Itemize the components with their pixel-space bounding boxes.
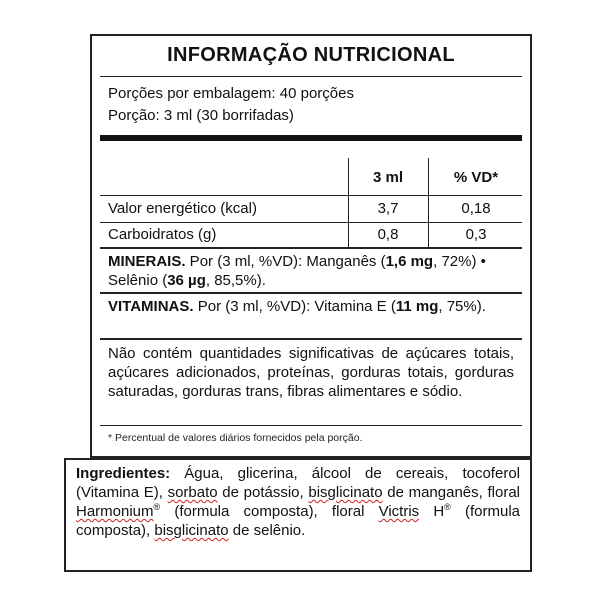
minerals-heading: MINERAIS. <box>108 253 186 270</box>
row-carbs-label: Carboidratos (g) <box>108 226 217 243</box>
row-energy-amount: 3,7 <box>377 200 399 217</box>
ingredients-text: Ingredientes: Água, glicerina, álcool de cereais, tocoferol (Vitamina E), sorbato de potássio, bisglicinato de manganês, floral Harmonium® (formula composta), floral Victris H® (formula composta), bisglicinato de selênio. <box>76 465 520 539</box>
row-energy-label: Valor energético (kcal) <box>108 200 257 217</box>
servings-per-package: Porções por embalagem: 40 porções <box>108 85 354 102</box>
column-header-amount: 3 ml <box>372 169 403 186</box>
row-energy-dv: 0,18 <box>461 200 491 217</box>
serving-size: Porção: 3 ml (30 borrifadas) <box>108 107 294 124</box>
ingredients-heading: Ingredientes: <box>76 465 171 482</box>
footnote: * Percentual de valores diários fornecidos pela porção. <box>108 432 363 444</box>
ingredients-panel <box>64 458 532 572</box>
divider <box>100 247 522 249</box>
row-carbs-amount: 0,8 <box>377 226 399 243</box>
vitamins-paragraph: VITAMINAS. Por (3 ml, %VD): Vitamina E (11 mg, 75%). <box>108 298 486 315</box>
divider <box>100 76 522 77</box>
thick-divider <box>100 135 522 141</box>
not-significant-statement: Não contém quantidades significativas de açúcares totais, açúcares adicionados, proteínas, gorduras totais, gorduras saturadas, gorduras trans, fibras alimentares e sódio. <box>108 345 514 400</box>
nutrition-title: INFORMAÇÃO NUTRICIONAL <box>167 44 455 66</box>
divider <box>100 425 522 426</box>
divider <box>100 222 522 223</box>
divider <box>100 195 522 196</box>
row-carbs-dv: 0,3 <box>465 226 487 243</box>
column-header-dv: % VD* <box>453 169 499 186</box>
minerals-paragraph: MINERAIS. Por (3 ml, %VD): Manganês (1,6 mg, 72%) • Selênio (36 µg, 85,5%). <box>108 253 486 289</box>
vitamins-heading: VITAMINAS. <box>108 298 194 315</box>
divider <box>100 292 522 294</box>
nutrition-facts-panel <box>90 34 532 458</box>
divider <box>100 338 522 340</box>
